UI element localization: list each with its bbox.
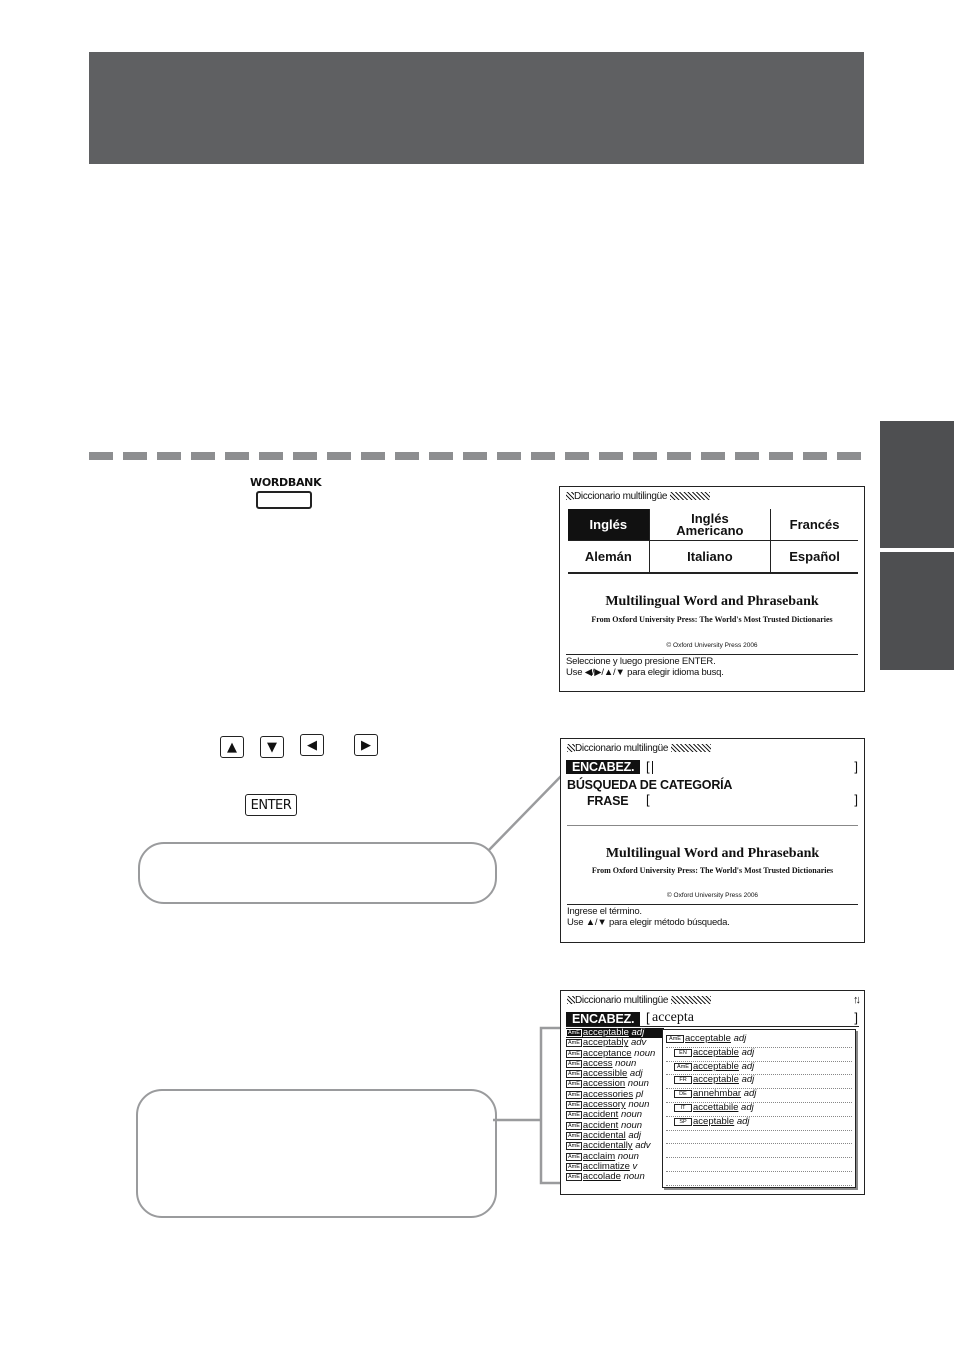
list-item[interactable] <box>566 1038 664 1048</box>
language-tag: IT <box>674 1104 692 1112</box>
language-tag: AmE <box>674 1063 692 1071</box>
copyright-text: © Oxford University Press 2006 <box>666 642 758 649</box>
translation-word: annehmbar <box>693 1088 742 1100</box>
list-item-pos: noun <box>625 1079 649 1090</box>
wordbank-key-label: WORDBANK <box>250 476 322 489</box>
translation-pos: adj <box>738 1102 754 1113</box>
scroll-arrows-icon: ↑↓ <box>853 994 858 1006</box>
list-item-word: accessible <box>582 1069 628 1080</box>
list-item-word: acclimatize <box>582 1161 630 1172</box>
language-tag: EN <box>674 1049 692 1057</box>
header-divider <box>566 1026 859 1027</box>
list-item[interactable] <box>566 1131 664 1141</box>
language-tag: AmE <box>568 1091 580 1098</box>
screen-title: Diccionario multilingüe <box>566 491 710 502</box>
list-item-word: acclaim <box>582 1151 616 1162</box>
language-tag: AmE <box>568 1153 580 1160</box>
search-value: accepta <box>652 1010 694 1025</box>
hint-line-2: Use ◀/▶/▲/▼ para elegir idioma busq. <box>566 667 724 678</box>
list-item-pos: adv <box>628 1038 647 1049</box>
list-item[interactable] <box>566 1028 664 1038</box>
list-item[interactable] <box>566 1172 664 1182</box>
text-cursor <box>652 761 653 774</box>
translation-row-empty <box>666 1143 852 1158</box>
title-pattern <box>567 996 575 1004</box>
language-tag: AmE <box>568 1050 580 1057</box>
language-tag: AmE <box>568 1081 580 1088</box>
translation-word: accettabile <box>693 1102 739 1113</box>
enter-key-icon: ENTER <box>245 794 297 816</box>
headword-row[interactable] <box>566 760 640 774</box>
language-tag: AmE <box>568 1163 580 1170</box>
list-item[interactable] <box>566 1069 664 1079</box>
translation-row-empty <box>666 1171 852 1186</box>
list-item[interactable] <box>566 1059 664 1069</box>
list-item-pos: adv <box>632 1141 651 1152</box>
translation-row[interactable] <box>666 1088 852 1103</box>
title-pattern <box>671 996 711 1004</box>
language-tag: AmE <box>568 1030 580 1036</box>
list-item-pos: noun <box>612 1058 637 1069</box>
translation-pos: adj <box>738 1060 755 1072</box>
list-item-word: accession <box>582 1079 626 1090</box>
screen-search-method: Diccionario multilingüe ENCABEZ. [ ] BÚSQUEDA DE CATEGORÍA FRASE [ ] Multilingual Word and Phrasebank From Oxford University Press: The World's Most Trusted Dictionaries © Oxford University Press 2006 Ingrese el término. Use ▲/▼ para elegir método búsqueda. <box>560 738 865 943</box>
hint-line-2: Use ▲/▼ para elegir método búsqueda. <box>567 917 730 928</box>
phrase-label[interactable]: FRASE <box>587 794 629 808</box>
list-item-pos: noun <box>620 1172 645 1183</box>
title-pattern <box>567 744 575 752</box>
lang-option-american-english[interactable]: Inglés Americano <box>649 509 770 541</box>
headword-label: ENCABEZ. <box>566 760 640 774</box>
list-item[interactable] <box>566 1162 664 1172</box>
list-item-pos: noun <box>618 1110 643 1121</box>
list-item-word: accessory <box>582 1100 626 1111</box>
translation-word: acceptable <box>685 1033 731 1044</box>
translation-pos: adj <box>734 1115 750 1127</box>
translation-row[interactable] <box>666 1047 852 1062</box>
language-tag: AmE <box>568 1174 580 1181</box>
up-arrow-key-icon: ▲ <box>220 736 244 758</box>
language-tag: AmE <box>568 1071 580 1078</box>
list-item[interactable] <box>566 1121 664 1131</box>
translation-pos: adj <box>730 1033 747 1044</box>
translation-word: acceptable <box>693 1046 739 1058</box>
language-tag: AmE <box>568 1112 580 1119</box>
category-search-label[interactable]: BÚSQUEDA DE CATEGORÍA <box>567 778 733 792</box>
language-tag: AmE <box>568 1132 580 1139</box>
list-item-word: accessories <box>582 1089 634 1100</box>
hint-divider <box>566 654 858 655</box>
brand-title: Multilingual Word and Phrasebank <box>605 594 819 609</box>
translation-row[interactable] <box>666 1102 852 1117</box>
list-item-pos: adj <box>628 1028 645 1038</box>
screen-title: Diccionario multilingüe <box>567 743 711 754</box>
language-tag: AmE <box>568 1040 580 1047</box>
brand-subtitle: From Oxford University Press: The World's Most Trusted Dictionaries <box>591 866 834 875</box>
hint-line-1: Seleccione y luego presione ENTER. <box>566 656 716 667</box>
list-item-word: accident <box>582 1120 619 1131</box>
list-item[interactable] <box>566 1152 664 1162</box>
translation-word: acceptable <box>693 1074 739 1086</box>
lang-option-spanish[interactable]: Español <box>771 541 858 574</box>
language-tag: AmE <box>568 1122 580 1129</box>
translation-row[interactable] <box>666 1033 852 1048</box>
translation-row-empty <box>666 1157 852 1172</box>
list-item-word: acceptance <box>582 1048 632 1059</box>
translation-popup <box>662 1029 856 1188</box>
right-arrow-key-icon: ▶ <box>354 734 378 756</box>
lang-option-italian[interactable]: Italiano <box>649 541 770 574</box>
translation-pos: adj <box>741 1088 757 1100</box>
list-item[interactable] <box>566 1100 664 1110</box>
list-item-word: accident <box>582 1110 619 1121</box>
translation-pos: adj <box>738 1046 755 1058</box>
copyright-text: © Oxford University Press 2006 <box>666 892 759 899</box>
screen-title: Diccionario multilingüe <box>567 995 711 1006</box>
left-arrow-key-icon: ◀ <box>300 734 324 756</box>
list-item-pos: adj <box>625 1130 642 1141</box>
list-item-pos: noun <box>631 1048 656 1059</box>
list-item[interactable] <box>566 1110 664 1120</box>
list-item-word: acceptably <box>582 1038 629 1049</box>
list-item-word: accidentally <box>582 1141 633 1152</box>
section-divider <box>567 825 858 826</box>
lang-option-english[interactable]: Inglés <box>568 509 649 541</box>
language-tag: AmE <box>568 1143 580 1150</box>
translation-row-empty <box>666 1130 852 1145</box>
list-item-word: acceptable <box>582 1028 629 1038</box>
headword-row[interactable] <box>566 1012 640 1026</box>
translation-word: acceptable <box>693 1060 739 1072</box>
language-tag: SP <box>674 1118 692 1126</box>
list-item-pos: pl <box>633 1089 644 1100</box>
hint-divider <box>567 904 858 905</box>
lang-option-german[interactable]: Alemán <box>568 541 649 574</box>
list-item-pos: adj <box>627 1069 643 1080</box>
list-item[interactable] <box>566 1079 664 1089</box>
translation-word: aceptable <box>693 1115 735 1127</box>
headword-label: ENCABEZ. <box>566 1012 640 1026</box>
list-item-word: accolade <box>582 1172 621 1183</box>
list-item-word: access <box>582 1058 613 1069</box>
list-item-pos: noun <box>615 1151 639 1162</box>
language-tag: FR <box>674 1076 692 1084</box>
hint-line-1: Ingrese el término. <box>567 906 642 917</box>
language-grid <box>568 509 858 574</box>
list-item[interactable] <box>566 1141 664 1151</box>
title-pattern <box>566 492 574 500</box>
title-pattern <box>670 492 710 500</box>
title-pattern <box>671 744 711 752</box>
translation-pos: adj <box>738 1074 755 1086</box>
lang-option-french[interactable]: Francés <box>771 509 858 541</box>
language-tag: AmE <box>568 1102 580 1109</box>
list-item-pos: noun <box>618 1120 643 1131</box>
list-item[interactable] <box>566 1090 664 1100</box>
list-item-pos: noun <box>625 1100 650 1111</box>
translation-row[interactable] <box>666 1116 852 1131</box>
screen-search-results: Diccionario multilingüe ↑↓ ENCABEZ. [ accepta ] AmE acceptable adj AmE acceptably adv AmE acceptance noun AmE access noun AmE accessible adj AmE accession noun AmE accessories pl AmE accessory noun AmE accident noun AmE accident noun AmE accidental adj AmE accidentally adv AmE acclaim noun AmE acclimatize v AmE accolade noun AmE acceptable adj EN acceptable adj AmE acceptable adj FR acceptable adj DE annehmbar adj IT accettabile adj SP aceptable adj <box>560 990 865 1195</box>
language-tag: DE <box>674 1090 692 1098</box>
list-item-pos: v <box>629 1161 638 1172</box>
headword-list <box>566 1028 664 1182</box>
screen-language-select <box>559 486 865 692</box>
brand-subtitle: From Oxford University Press: The World's Most Trusted Dictionaries <box>591 615 833 624</box>
language-tag: AmE <box>568 1060 580 1067</box>
down-arrow-key-icon: ▼ <box>260 736 284 758</box>
translation-row[interactable] <box>666 1074 852 1089</box>
translation-row[interactable] <box>666 1061 852 1076</box>
brand-title: Multilingual Word and Phrasebank <box>605 846 820 861</box>
list-item-word: accidental <box>582 1130 626 1141</box>
list-item[interactable] <box>566 1049 664 1059</box>
language-tag: AmE <box>666 1035 684 1043</box>
